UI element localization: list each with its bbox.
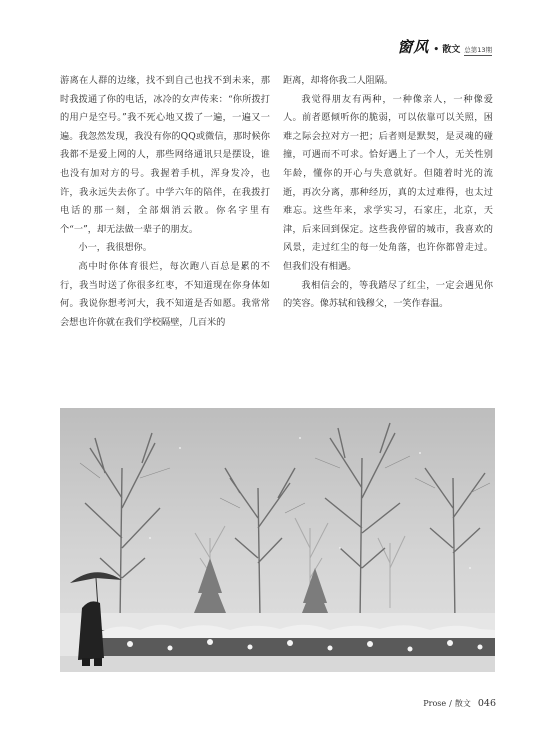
page-header <box>397 36 492 57</box>
section-label: • 散文 <box>433 45 461 55</box>
article-column-left <box>60 72 270 332</box>
paragraph: 游离在人群的边缘，找不到自己也找不到未来，那时我拨通了你的电话，冰冷的女声传来：“你所拨打的用户是空号。”我不死心地又拨了一遍，一遍又一遍。我忽然发现，我没有你的QQ或微信，那时候你我都不是爱上网的人，那些网络通讯只是摆设，谁也没有加对方的号。我握着手机，浑身发冷，也许，我永远失去你了。中学六年的陪伴，在我拨打电话的那一刻，全部烟消云散。你名字里有个“一”，却无法做一辈子的朋友。 <box>60 75 270 235</box>
paragraph: 距离，却将你我二人阻隔。 <box>283 75 394 86</box>
article-column-right <box>283 72 493 314</box>
footer-slash: / <box>449 699 452 708</box>
issue-number: 总第13期 <box>464 46 492 54</box>
footer-label-cn: 散文 <box>454 699 471 708</box>
page-footer <box>423 698 496 709</box>
paragraph: 小一，我很想你。 <box>78 242 152 254</box>
paragraph: 我相信会的，等我踏尽了红尘，一定会遇见你的笑容。像苏轼和钱穆父，一笑作春温。 <box>283 279 493 310</box>
page-number: 046 <box>477 698 496 709</box>
snow-scene-photo <box>60 408 495 672</box>
magazine-logo: 窗风 <box>397 38 430 56</box>
paragraph: 我觉得朋友有两种，一种像亲人，一种像爱人。前者愿倾听你的脆弱，可以依靠可以关照，困难之际会拉对方一把；后者则是默契，是灵魂的碰撞，可遇而不可求。恰好遇上了一个人，无关性别年龄，懂你的开心与失意就好。但随着时光的流逝，再次分离，那种经历，真的太过难得，也太过难忘。这些年来，求学实习，石家庄，北京，天津，后来回到保定。这些我停留的城市，我喜欢的风景，走过红尘的每一处角落，也许你都曾走过。但我们没有相遇。 <box>283 93 493 272</box>
footer-label: Prose <box>423 699 447 708</box>
paragraph: 高中时你体育很烂，每次跑八百总是累的不行，我当时送了你很多红枣，不知道现在你身体如何。我说你想考河大，我不知道是否如愿。我常常会想也许你就在我们学校隔壁，几百米的 <box>60 260 270 328</box>
